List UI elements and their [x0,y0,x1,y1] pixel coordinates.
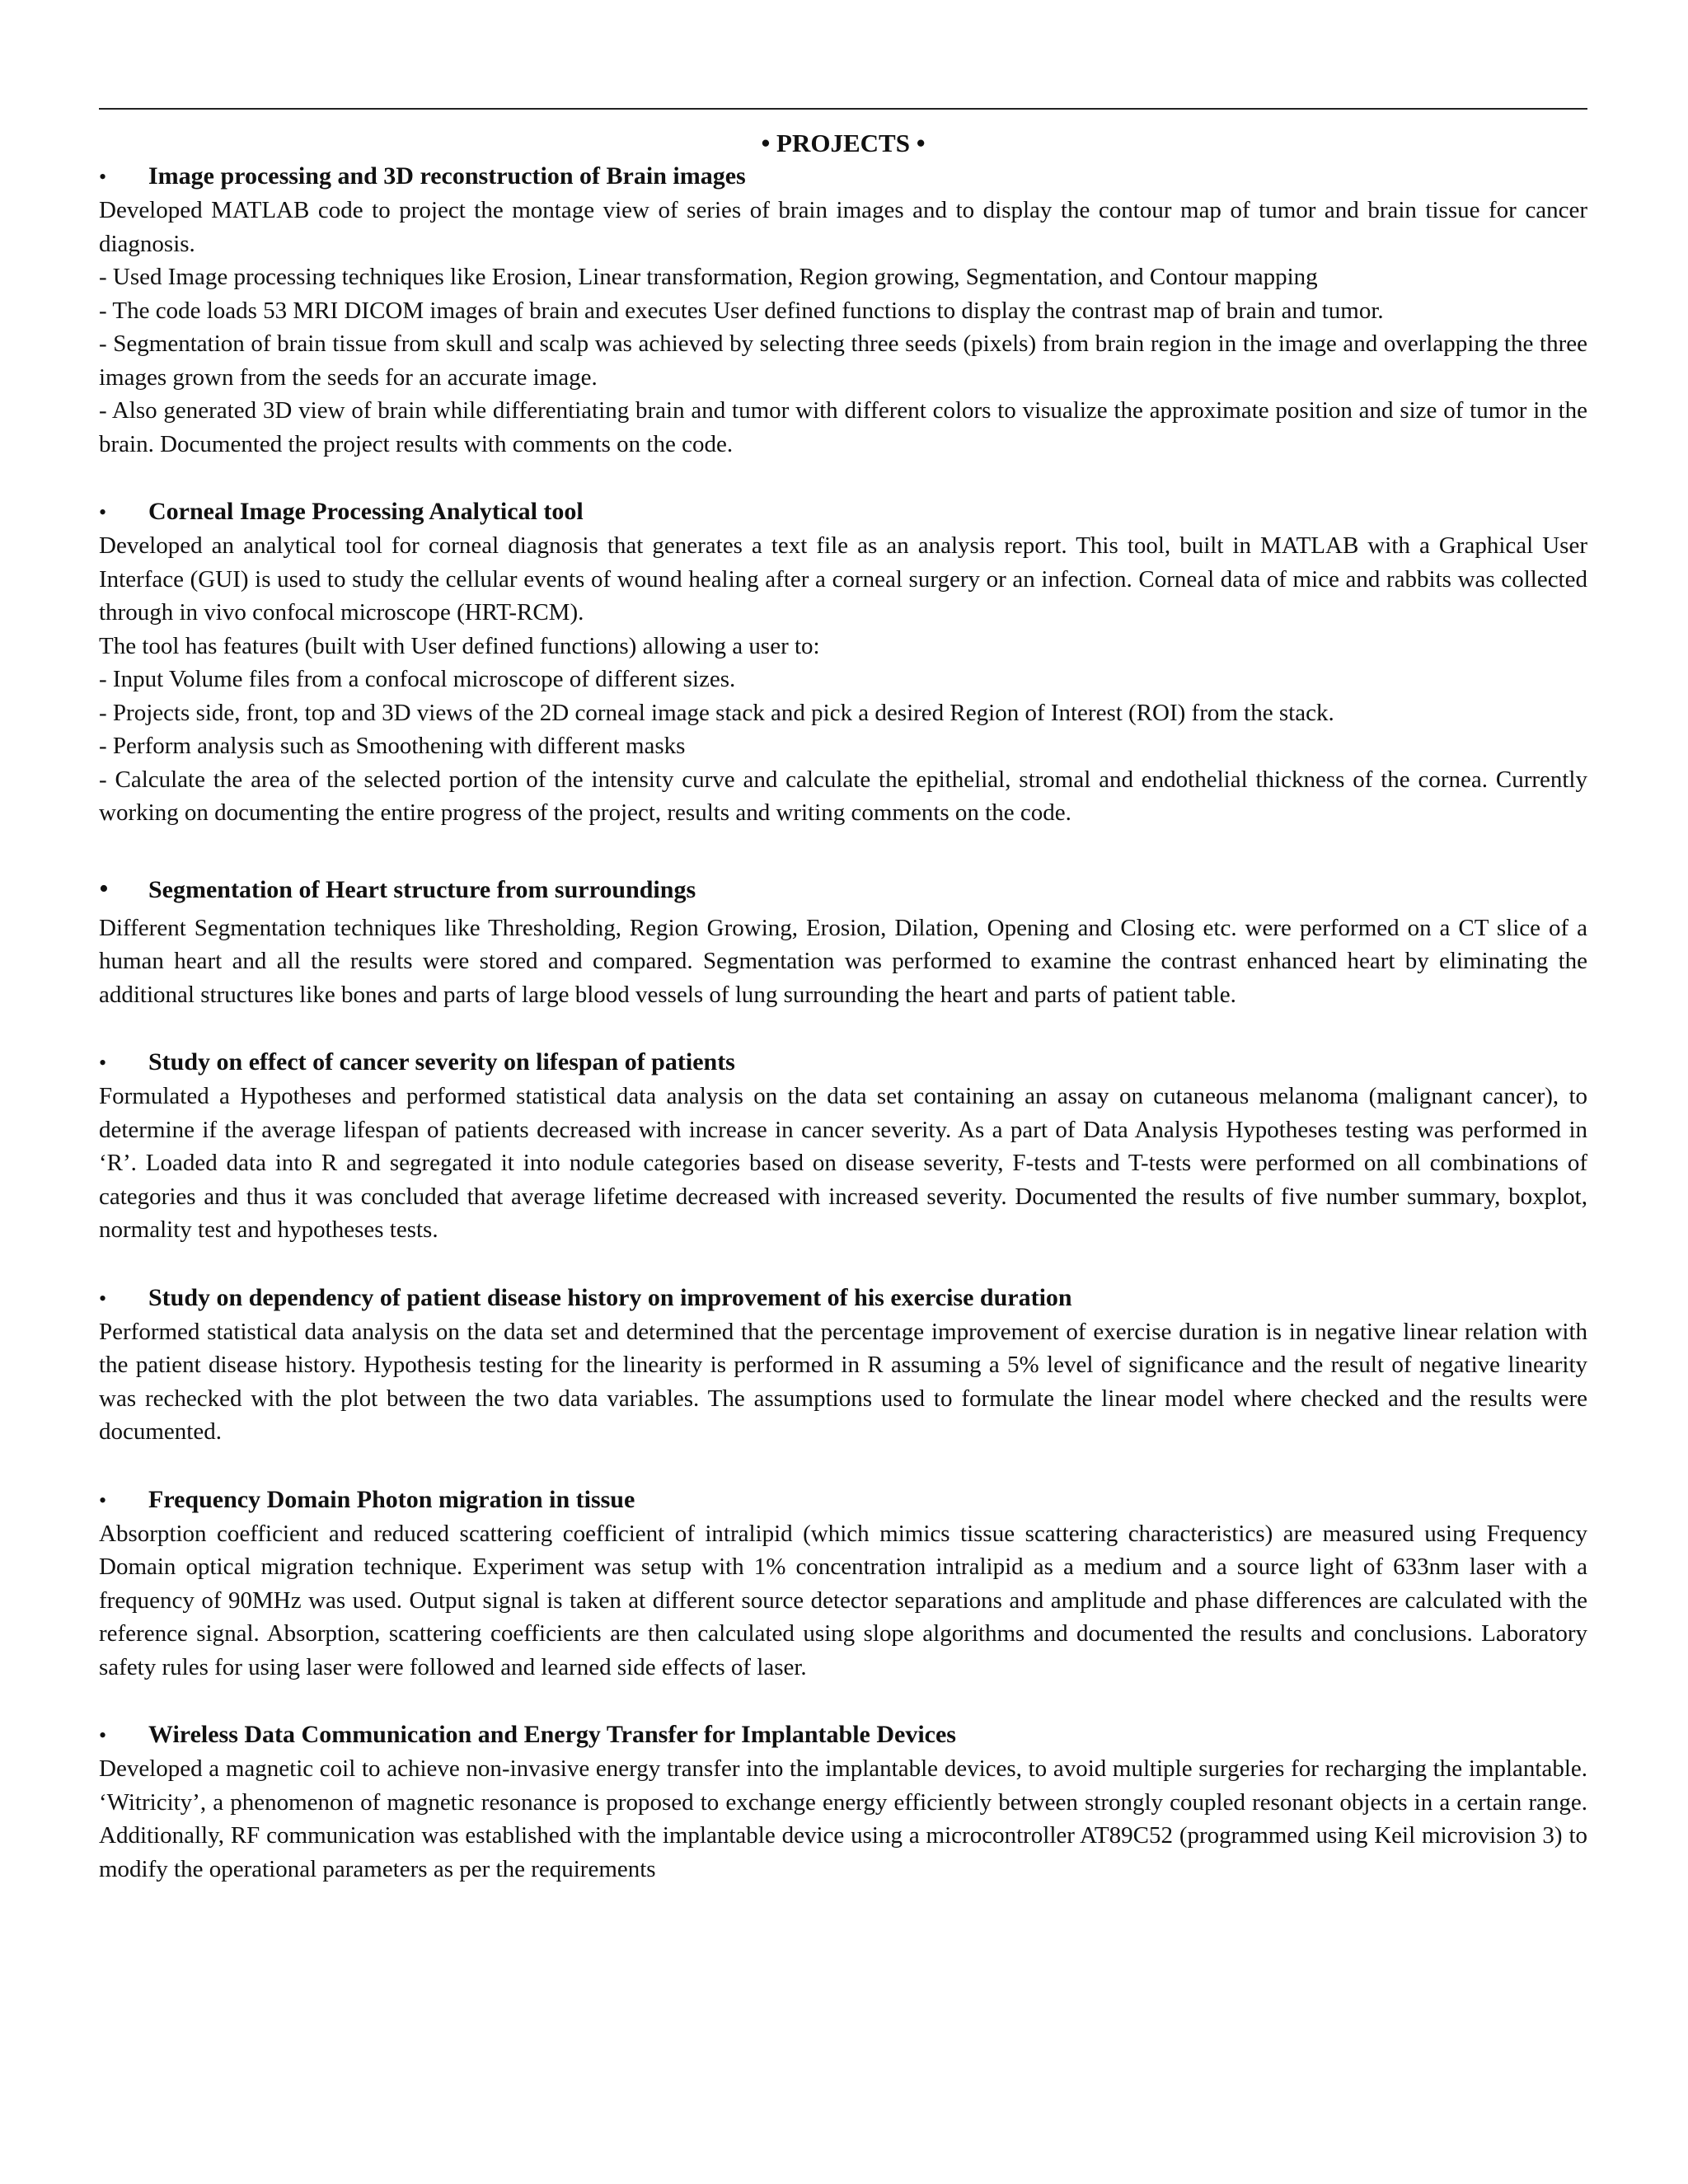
project-detail: - Also generated 3D view of brain while differentiating brain and tumor with different colors to visualize the approximate position and size of tumor in the brain. Documented the project results with comments on the code. [99,397,1587,457]
project-wireless-implantable [99,1718,1587,1886]
bullet-icon: • [99,1488,107,1512]
bullet-icon: • [99,1723,107,1747]
project-title-text: Image processing and 3D reconstruction of Brain images [148,162,746,190]
project-title-text: Segmentation of Heart structure from surroundings [148,875,696,903]
project-photon-migration [99,1483,1587,1685]
project-description: Developed an analytical tool for corneal diagnosis that generates a text file as an analysis report. This tool, built in MATLAB with a Graphical User Interface (GUI) is used to study the cellular events of wound healing after a corneal surgery or an infection. Corneal data of mice and rabbits was collected through in vivo confocal microscope (HRT-RCM). [99,532,1587,626]
project-description: Different Segmentation techniques like Thresholding, Region Growing, Erosion, Dilation, Opening and Closing etc. were performed on a CT slice of a human heart and all the results were stored and compared. Segmentation was performed to examine the contrast enhanced heart by eliminating the additional structures like bones and parts of large blood vessels of lung surrounding the heart and parts of patient table. [99,914,1587,1008]
projects-section [99,127,1587,1886]
bullet-icon: • [99,873,109,904]
bullet-icon: • [99,165,107,189]
project-title [99,1282,1587,1315]
project-title [99,1718,1587,1752]
project-brain-imaging [99,160,1587,461]
project-corneal-tool [99,495,1587,830]
project-detail: The tool has features (built with User defined functions) allowing a user to: [99,632,820,659]
project-title-text: Wireless Data Communication and Energy Transfer for Implantable Devices [148,1721,956,1748]
project-description: Developed MATLAB code to project the montage view of series of brain images and to display the contour map of tumor and brain tissue for cancer diagnosis. [99,197,1587,257]
project-detail: - Used Image processing techniques like Erosion, Linear transformation, Region growing, Segmentation, and Contour mapping [99,264,1318,290]
project-cancer-lifespan [99,1046,1587,1247]
project-detail: - Segmentation of brain tissue from skull and scalp was achieved by selecting three seeds (pixels) from brain region in the image and overlapping the three images grown from the seeds for an accurate image. [99,330,1587,391]
project-title [99,873,1587,907]
project-detail: - The code loads 53 MRI DICOM images of brain and executes User defined functions to display the contrast map of brain and tumor. [99,297,1384,324]
top-divider [99,108,1587,110]
project-title [99,1483,1587,1517]
project-title-text: Study on effect of cancer severity on lifespan of patients [148,1048,735,1076]
project-detail: - Perform analysis such as Smoothening with different masks [99,733,686,759]
project-title-text: Study on dependency of patient disease history on improvement of his exercise duration [148,1283,1072,1311]
project-description: Formulated a Hypotheses and performed statistical data analysis on the data set containing an assay on cutaneous melanoma (malignant cancer), to determine if the average lifespan of patients decreased with increase in cancer severity. As a part of Data Analysis Hypotheses testing was performed in ‘R’. Loaded data into R and segregated it into nodule categories based on disease severity, F-tests and T-tests were performed on all combinations of categories and thus it was concluded that average lifetime decreased with increased severity. Documented the results of five number summary, boxplot, normality test and hypotheses tests. [99,1083,1587,1243]
bullet-icon: • [99,1051,107,1075]
bullet-icon: • [99,500,107,524]
project-description: Performed statistical data analysis on the data set and determined that the percentage improvement of exercise duration is in negative linear relation with the patient disease history. Hypothesis testing for the linearity is performed in R assuming a 5% level of significance and the result of negative linearity was rechecked with the plot between the two data variables. The assumptions used to formulate the linear model where checked and the results were documented. [99,1318,1587,1445]
bullet-icon: • [99,1286,107,1310]
project-description: Absorption coefficient and reduced scattering coefficient of intralipid (which mimics tissue scattering characteristics) are measured using Frequency Domain optical migration technique. Experiment was setup with 1% concentration intralipid as a medium and a source light of 633nm laser with a frequency of 90MHz was used. Output signal is taken at different source detector separations and amplitude and phase differences are calculated with the reference signal. Absorption, scattering coefficients are then calculated using slope algorithms and documented the results and conclusions. Laboratory safety rules for using laser were followed and learned side effects of laser. [99,1520,1587,1680]
section-heading: • PROJECTS • [761,129,926,157]
project-detail: - Input Volume files from a confocal microscope of different sizes. [99,666,736,692]
project-title [99,495,1587,529]
project-title-text: Frequency Domain Photon migration in tissue [148,1485,635,1513]
project-description: Developed a magnetic coil to achieve non-invasive energy transfer into the implantable devices, to avoid multiple surgeries for recharging the implantable. ‘Witricity’, a phenomenon of magnetic resonance is proposed to exchange energy efficiently between strongly coupled resonant objects in a certain range. Additionally, RF communication was established with the implantable device using a microcontroller AT89C52 (programmed using Keil microvision 3) to modify the operational parameters as per the requirements [99,1755,1587,1882]
project-exercise-duration [99,1282,1587,1449]
project-title [99,160,1587,194]
project-title-text: Corneal Image Processing Analytical tool [148,498,584,525]
project-detail: - Calculate the area of the selected portion of the intensity curve and calculate the epithelial, stromal and endothelial thickness of the cornea. Currently working on documenting the entire progress of the project, results and writing comments on the code. [99,766,1587,826]
project-title [99,1046,1587,1080]
project-detail: - Projects side, front, top and 3D views of the 2D corneal image stack and pick a desired Region of Interest (ROI) from the stack. [99,699,1334,726]
project-heart-segmentation [99,873,1587,1012]
